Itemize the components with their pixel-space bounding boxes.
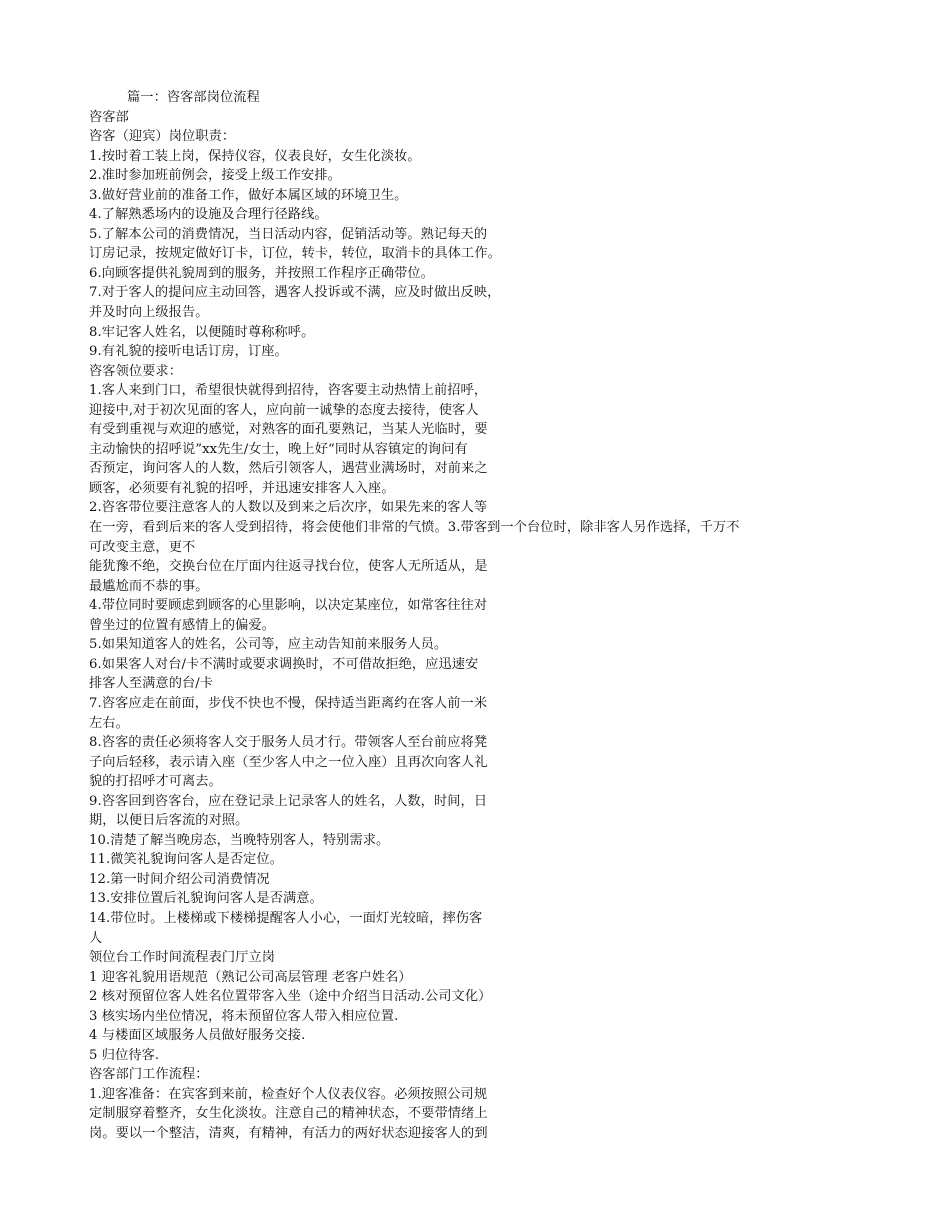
text-line: 6.如果客人对台/卡不满时或要求调换时，不可借故拒绝，应迅速安 (89, 656, 479, 672)
text-line: 13.安排位置后礼貌询问客人是否满意。 (89, 891, 323, 907)
text-line: 订房记录，按规定做好订卡，订位，转卡，转位，取消卡的具体工作。 (89, 246, 501, 262)
text-line: 12.第一时间介绍公司消费情况 (89, 871, 270, 887)
text-line: 5.如果知道客人的姓名，公司等，应主动告知前来服务人员。 (89, 637, 448, 653)
text-line: 7.咨客应走在前面，步伐不快也不慢，保持适当距离约在客人前一米 (89, 695, 488, 711)
text-line: 貌的打招呼才可离去。 (89, 774, 222, 790)
text-line: 10.清楚了解当晚房态，当晚特别客人，特别需求。 (89, 832, 390, 848)
text-line: 最尴尬而不恭的事。 (89, 578, 209, 594)
text-line: 否预定，询问客人的人数，然后引领客人，遇营业满场时，对前来之 (89, 461, 488, 477)
text-line: 能犹豫不绝，交换台位在厅面内往返寻找台位，使客人无所适从，是 (89, 559, 488, 575)
text-line: 咨客部 (89, 109, 129, 125)
text-line: 2.准时参加班前例会，接受上级工作安排。 (89, 168, 341, 184)
text-line: 曾坐过的位置有感情上的偏爱。 (89, 617, 276, 633)
text-line: 可改变主意，更不 (89, 539, 196, 555)
text-line: 2 核对预留位客人姓名位置带客入坐（途中介绍当日活动.公司文化） (89, 989, 492, 1005)
text-line: 4.带位同时要顾虑到顾客的心里影响，以决定某座位，如常客往往对 (89, 598, 488, 614)
text-line: 8.牢记客人姓名，以便随时尊称称呼。 (89, 324, 315, 340)
text-line: 岗。要以一个整洁，清爽，有精神，有活力的两好状态迎接客人的到 (89, 1125, 488, 1141)
text-line: 咨客领位要求： (89, 363, 183, 379)
text-line: 在一旁，看到后来的客人受到招待，将会使他们非常的气愤。3.带客到一个台位时，除非客人另作选择，千万不 (89, 520, 740, 536)
text-line: 1 迎客礼貌用语规范（熟记公司高层管理 老客户姓名） (89, 969, 412, 985)
document-page (89, 88, 889, 1144)
text-line: 主动愉快的招呼说”xx先生/女士，晚上好“同时从容镇定的询问有 (89, 441, 468, 457)
text-line: 顾客，必须要有礼貌的招呼，并迅速安排客人入座。 (89, 480, 395, 496)
text-line: 咨客部门工作流程： (89, 1067, 209, 1083)
text-line: 2.咨客带位要注意客人的人数以及到来之后次序，如果先来的客人等 (89, 500, 488, 516)
text-line: 并及时向上级报告。 (89, 305, 209, 321)
text-line: 人 (89, 930, 103, 946)
text-line: 左右。 (89, 715, 129, 731)
text-line: 9.咨客回到咨客台，应在登记录上记录客人的姓名，人数，时间，日 (89, 793, 488, 809)
text-line: 3 核实场内坐位情况，将未预留位客人带入相应位置. (89, 1008, 399, 1024)
text-line: 4 与楼面区域服务人员做好服务交接. (89, 1028, 306, 1044)
document-title: 篇一：咨客部岗位流程 (127, 90, 260, 105)
text-line: 子向后轻移，表示请入座（至少客人中之一位入座）且再次向客人礼 (89, 754, 488, 770)
text-line: 3.做好营业前的准备工作，做好本属区域的环境卫生。 (89, 187, 408, 203)
text-line: 5 归位待客. (89, 1047, 160, 1063)
text-line: 定制服穿着整齐，女生化淡妆。注意自己的精神状态，不要带情绪上 (89, 1106, 488, 1122)
text-line: 9.有礼貌的接听电话订房，订座。 (89, 344, 288, 360)
text-line: 8.咨客的责任必须将客人交于服务人员才行。带领客人至台前应将凳 (89, 735, 488, 751)
text-line: 14.带位时。上楼梯或下楼梯提醒客人小心，一面灯光较暗，摔伤客 (89, 910, 483, 926)
text-line: 7.对于客人的提问应主动回答，遇客人投诉或不满，应及时做出反映， (89, 285, 501, 301)
text-line: 5.了解本公司的消费情况，当日活动内容，促销活动等。熟记每天的 (89, 226, 488, 242)
text-line: 迎接中,对于初次见面的客人，应向前一诚挚的态度去接待，使客人 (89, 402, 479, 418)
text-line: 4.了解熟悉场内的设施及合理行径路线。 (89, 207, 328, 223)
text-line: 咨客（迎宾）岗位职责： (89, 129, 236, 145)
text-line: 6.向顾客提供礼貌周到的服务，并按照工作程序正确带位。 (89, 265, 434, 281)
text-line: 领位台工作时间流程表门厅立岗 (89, 950, 276, 966)
text-line: 1.按时着工装上岗，保持仪容，仪表良好，女生化淡妆。 (89, 148, 421, 164)
text-line: 11.微笑礼貌询问客人是否定位。 (89, 852, 284, 868)
text-line: 有受到重视与欢迎的感觉，对熟客的面孔要熟记，当某人光临时，要 (89, 422, 488, 438)
text-line: 期，以便日后客流的对照。 (89, 813, 249, 829)
text-line: 1.迎客准备：在宾客到来前，检查好个人仪表仪容。必须按照公司规 (89, 1086, 488, 1102)
text-line: 排客人至满意的台/卡 (89, 676, 214, 692)
text-line: 1.客人来到门口，希望很快就得到招待，咨客要主动热情上前招呼， (89, 383, 488, 399)
